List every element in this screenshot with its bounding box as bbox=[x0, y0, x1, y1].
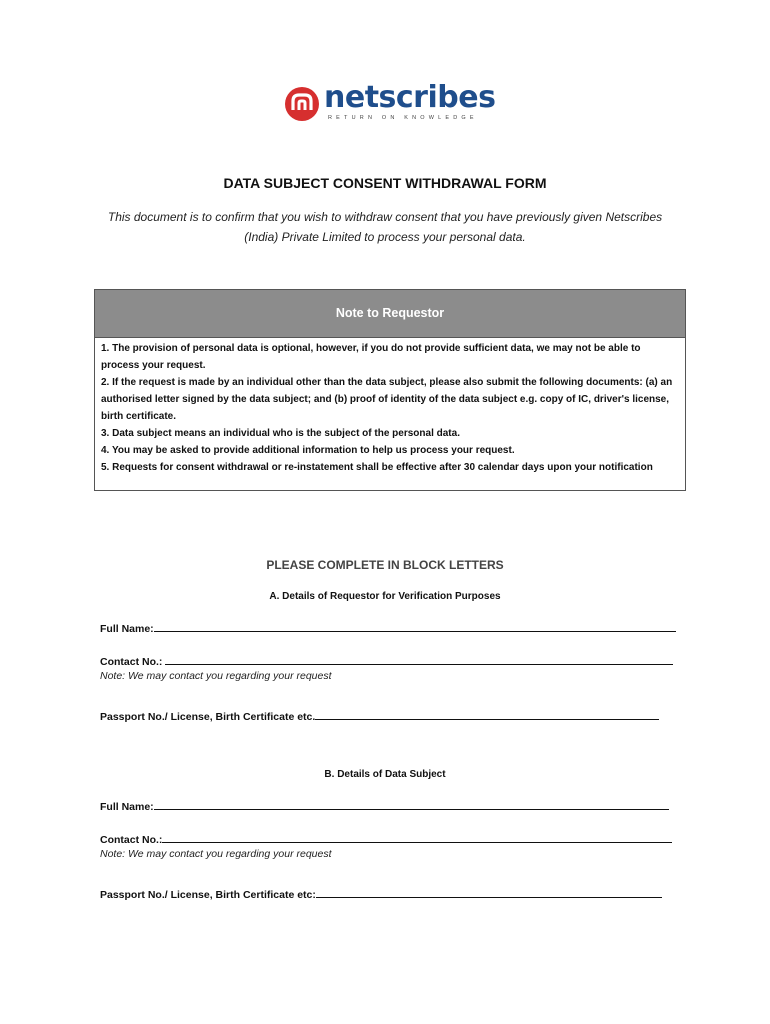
passport-label: Passport No./ License, Birth Certificate etc: bbox=[100, 889, 316, 901]
contact-label: Contact No.: bbox=[100, 656, 166, 668]
subject-passport-field[interactable] bbox=[100, 886, 662, 901]
passport-input-line[interactable] bbox=[316, 886, 662, 898]
note-item: 1. The provision of personal data is optional, however, if you do not provide sufficient data, we may not be able to process your request. bbox=[101, 343, 641, 371]
subject-full-name-field[interactable] bbox=[100, 798, 669, 813]
logo-wordmark: netscribes bbox=[324, 80, 496, 115]
subject-contact-field[interactable] bbox=[100, 831, 672, 846]
note-item: 5. Requests for consent withdrawal or re-instatement shall be effective after 30 calendar days upon your notification bbox=[101, 462, 653, 473]
contact-input-line[interactable] bbox=[162, 831, 672, 843]
contact-label: Contact No.: bbox=[100, 834, 163, 846]
netscribes-logo-mark-icon bbox=[284, 86, 320, 122]
full-name-label: Full Name: bbox=[100, 623, 154, 635]
subject-contact-note: Note: We may contact you regarding your request bbox=[100, 848, 332, 860]
note-list bbox=[95, 338, 685, 476]
form-title: DATA SUBJECT CONSENT WITHDRAWAL FORM bbox=[223, 175, 547, 191]
requestor-passport-field[interactable] bbox=[100, 708, 659, 723]
full-name-label: Full Name: bbox=[100, 801, 154, 813]
contact-input-line[interactable] bbox=[165, 653, 673, 665]
logo-tagline: RETURN ON KNOWLEDGE bbox=[328, 115, 478, 121]
requestor-contact-field[interactable] bbox=[100, 653, 673, 668]
requestor-contact-note: Note: We may contact you regarding your request bbox=[100, 670, 332, 682]
full-name-input-line[interactable] bbox=[154, 620, 676, 632]
note-item: 4. You may be asked to provide additional information to help us process your request. bbox=[101, 445, 515, 456]
block-letters-instruction: PLEASE COMPLETE IN BLOCK LETTERS bbox=[266, 558, 504, 572]
note-box-heading: Note to Requestor bbox=[95, 290, 685, 338]
requestor-full-name-field[interactable] bbox=[100, 620, 676, 635]
netscribes-logo bbox=[284, 80, 496, 126]
note-item: 3. Data subject means an individual who is the subject of the personal data. bbox=[101, 428, 460, 439]
full-name-input-line[interactable] bbox=[154, 798, 669, 810]
section-a-heading: A. Details of Requestor for Verification Purposes bbox=[269, 591, 501, 602]
passport-input-line[interactable] bbox=[315, 708, 659, 720]
form-intro: This document is to confirm that you wish to withdraw consent that you have previously given Netscribes (India) Private Limited to process your personal data. bbox=[107, 210, 663, 244]
passport-label: Passport No./ License, Birth Certificate etc. bbox=[100, 711, 316, 723]
note-item: 2. If the request is made by an individual other than the data subject, please also submit the following documents: (a) an authorised letter signed by the data subject; and (b) proof of identity of the data subject e.g. copy of IC, driver's license, birth certificate. bbox=[101, 377, 673, 422]
section-b-heading: B. Details of Data Subject bbox=[324, 769, 446, 780]
note-to-requestor-box bbox=[94, 289, 686, 491]
